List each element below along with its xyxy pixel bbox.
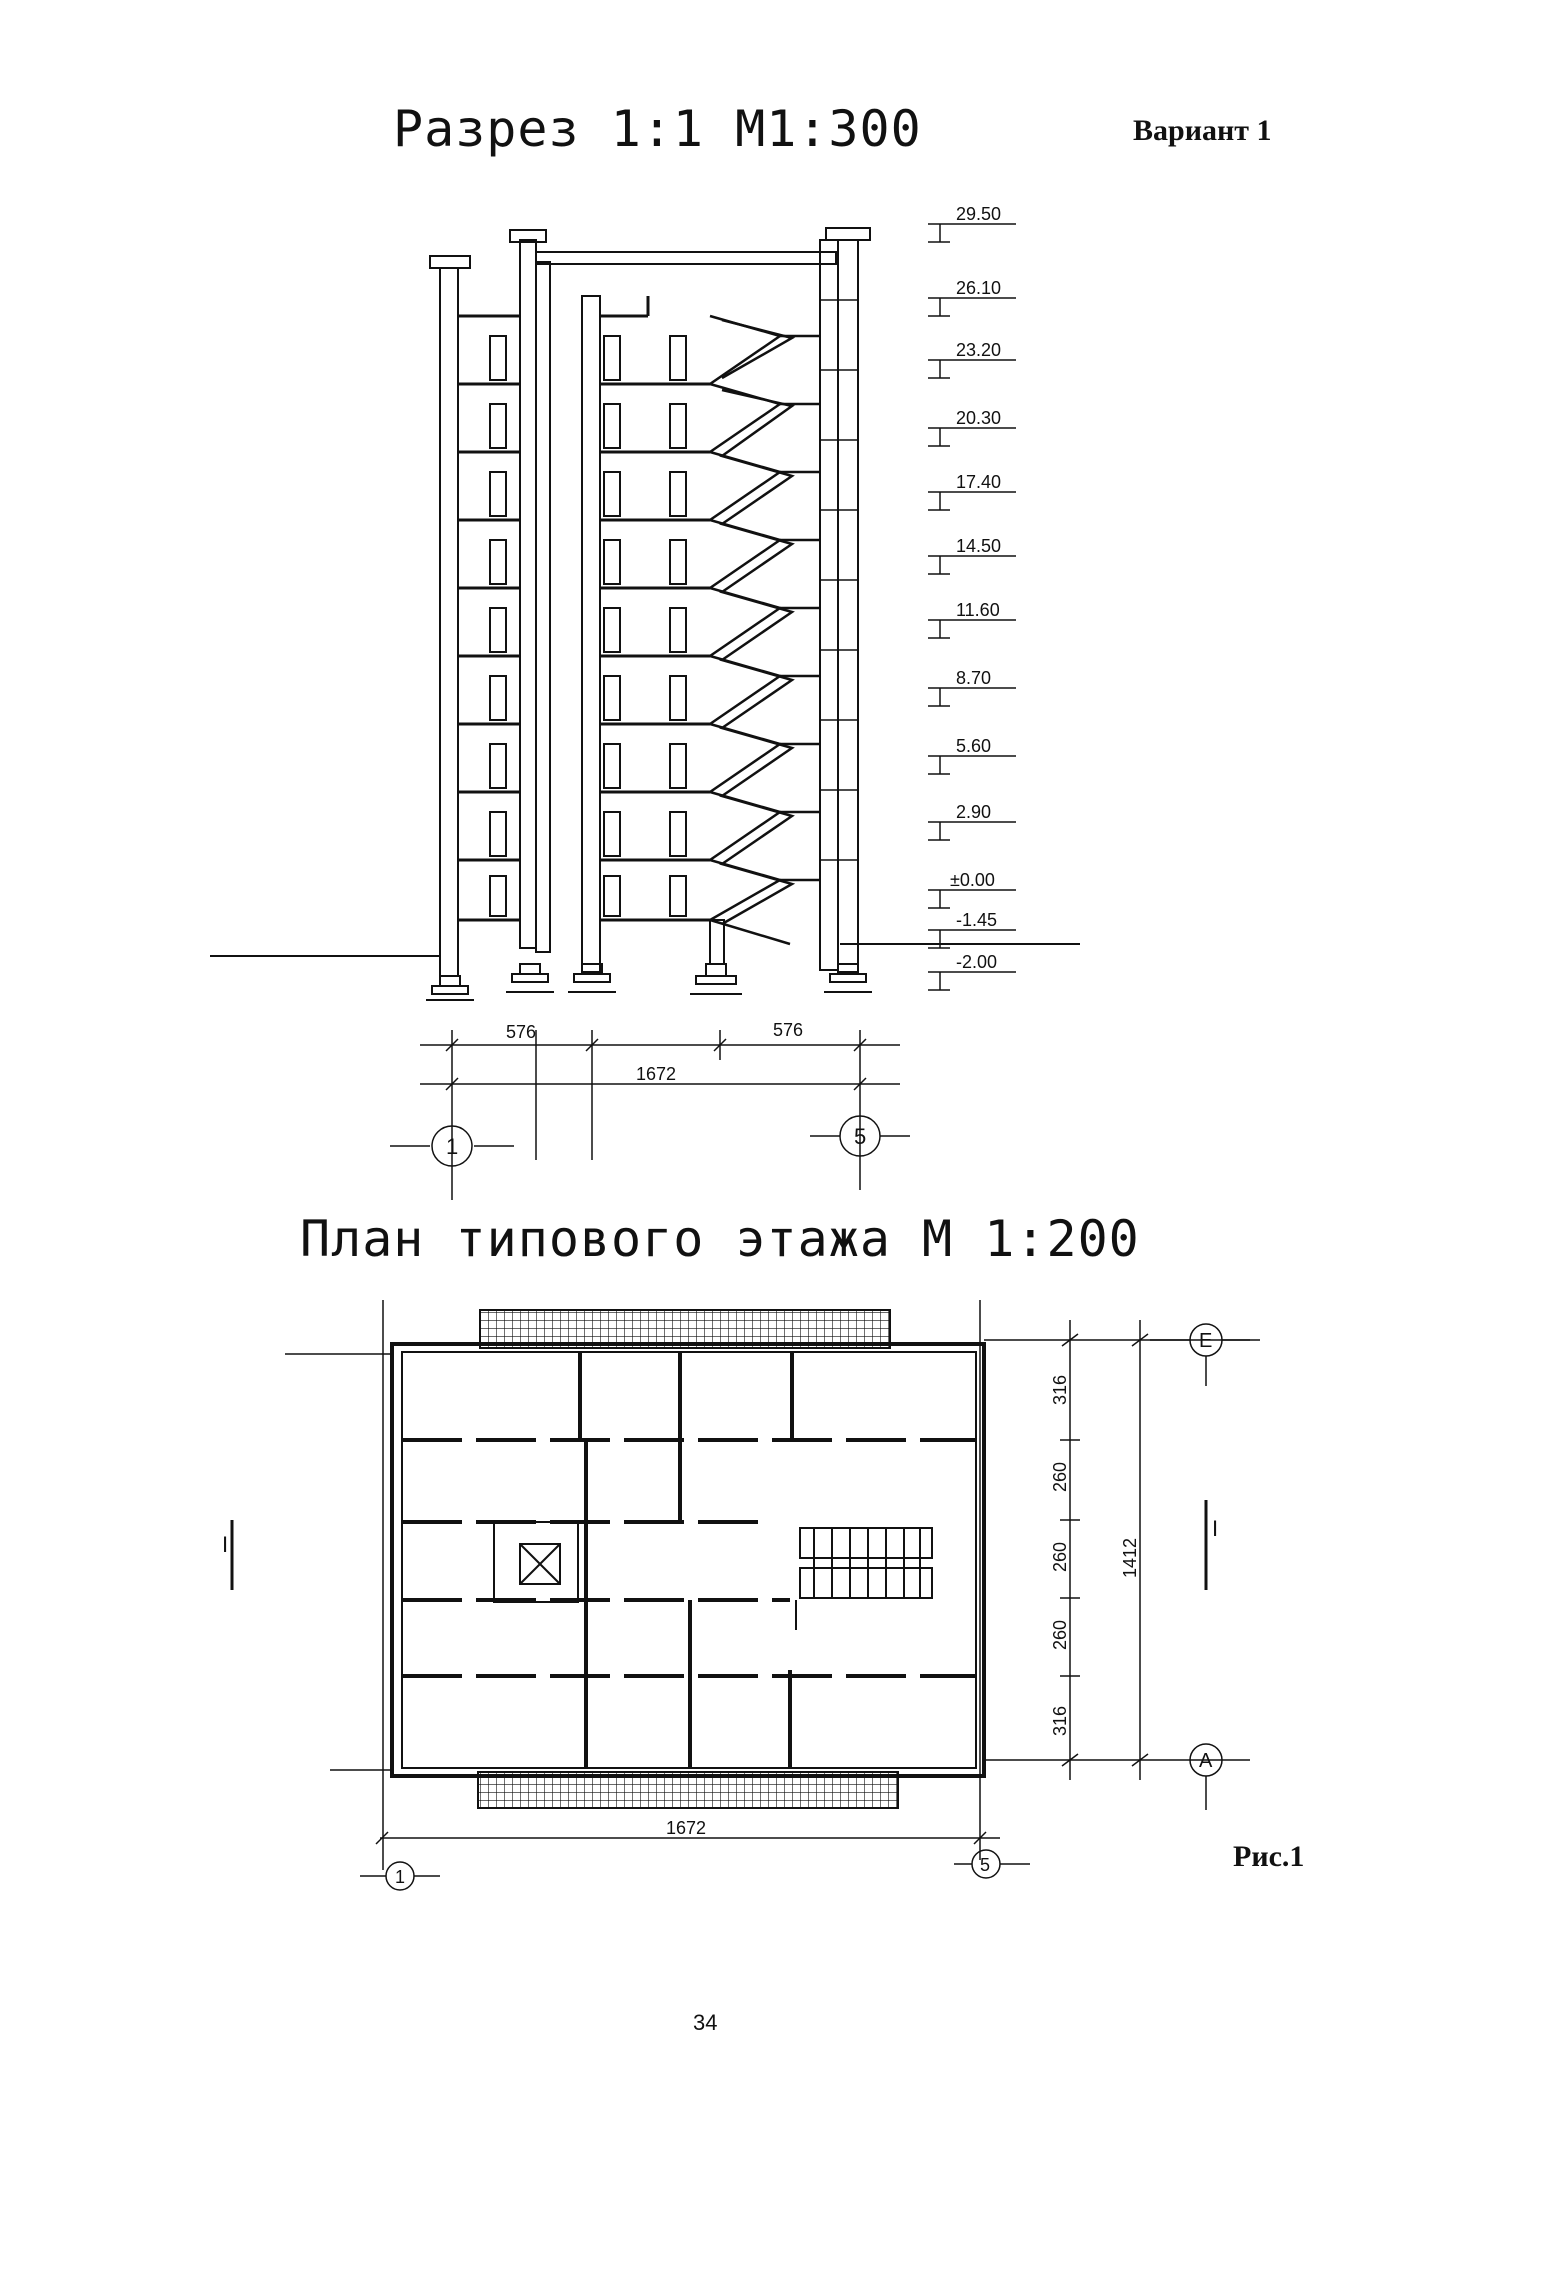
cut-label-right: I [1212, 1516, 1219, 1541]
elevation-label: -1.45 [956, 910, 998, 930]
axis-label-plan-1: 1 [395, 1867, 406, 1887]
dim-316-top: 316 [1050, 1374, 1070, 1405]
dim-260-3: 260 [1050, 1619, 1070, 1650]
page-number: 34 [693, 2010, 718, 2035]
elevation-label: 2.90 [956, 802, 992, 822]
elevation-label: 29.50 [956, 204, 1002, 224]
dim-left-span: 576 [506, 1022, 537, 1042]
axis-label-e: Е [1199, 1330, 1213, 1352]
elevation-label: ±0.00 [950, 870, 995, 890]
elevation-label: -2.00 [956, 952, 998, 972]
elevation-label: 20.30 [956, 408, 1002, 428]
dim-1412: 1412 [1120, 1537, 1140, 1578]
elevation-label: 8.70 [956, 668, 992, 688]
dim-260-1: 260 [1050, 1461, 1070, 1492]
elevator-shaft [494, 1522, 578, 1602]
axis-label-1: 1 [446, 1134, 459, 1159]
elevation-label: 5.60 [956, 736, 992, 756]
axis-label-5: 5 [854, 1124, 867, 1149]
dim-1672-plan: 1672 [666, 1818, 707, 1838]
dim-316-bottom: 316 [1050, 1705, 1070, 1736]
elevation-label: 17.40 [956, 472, 1002, 492]
elevation-label: 11.60 [956, 600, 1000, 620]
variant-label: Вариант 1 [1133, 114, 1272, 147]
axis-label-plan-5: 5 [980, 1855, 991, 1875]
dim-right-span: 576 [773, 1020, 804, 1040]
elevation-label: 14.50 [956, 536, 1002, 556]
axis-label-a: А [1199, 1750, 1213, 1772]
cut-label-left: I [222, 1532, 229, 1557]
plan-title: План типового этажа М 1:200 [300, 1210, 1140, 1268]
figure-label: Рис.1 [1233, 1840, 1305, 1873]
section-title: Разрез 1:1 М1:300 [393, 100, 922, 158]
dim-total: 1672 [636, 1064, 677, 1084]
elevation-label: 23.20 [956, 340, 1002, 360]
dim-260-2: 260 [1050, 1541, 1070, 1572]
elevation-label: 26.10 [956, 278, 1002, 298]
stair-plan [796, 1528, 932, 1630]
